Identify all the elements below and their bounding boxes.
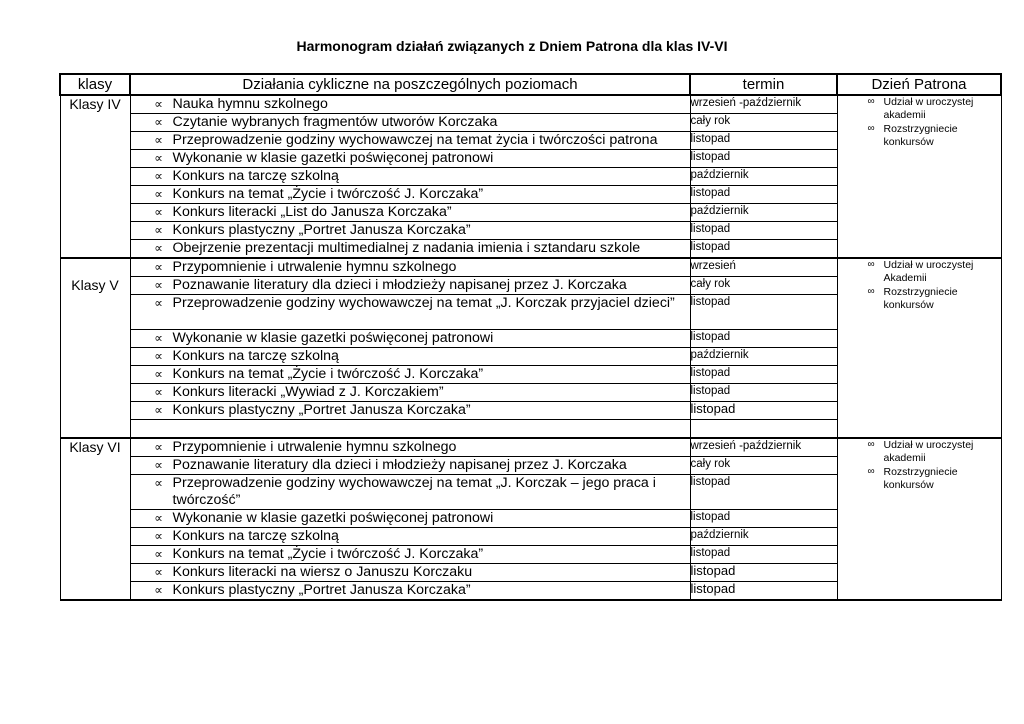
activity-cell [130,258,690,277]
schedule-table [59,73,1002,601]
header-klasy: klasy [60,74,130,95]
bullet-icon: ∝ [154,278,163,292]
activity-text: Przypomnienie i utrwalenie hymnu szkolnego [172,259,457,275]
activity-cell [130,348,690,366]
activity-text: Obejrzenie prezentacji multimedialnej z nadania imienia i sztandaru szkole [172,240,641,256]
activity-cell [130,222,690,240]
activity-cell [130,546,690,564]
activity-cell [130,475,690,510]
term-cell: listopad [690,384,837,402]
class-level-cell: Klasy IV [60,95,130,258]
term-cell: październik [690,348,837,366]
patron-day-item [838,439,1001,464]
term-cell: cały rok [690,457,837,475]
activity-cell [130,186,690,204]
bullet-icon: ∝ [154,187,163,201]
bullet-icon: ∝ [154,115,163,129]
term-cell: listopad [690,564,837,582]
class-level-cell: Klasy VI [60,438,130,600]
bullet-icon: ∝ [154,367,163,381]
term-cell: wrzesień -październik [690,95,837,114]
patron-day-cell [837,95,1001,258]
term-cell: listopad [690,240,837,259]
term-cell: listopad [690,222,837,240]
term-cell: październik [690,528,837,546]
activity-text: Przeprowadzenie godziny wychowawczej na temat „J. Korczak przyjaciel dzieci” [172,295,675,311]
activity-cell [130,438,690,457]
table-row [60,438,1001,457]
activity-text: Poznawanie literatury dla dzieci i młodzieży napisanej przez J. Korczaka [172,277,627,293]
patron-day-item [838,123,1001,148]
bullet-icon: ∝ [154,440,163,454]
bullet-icon: ∝ [154,205,163,219]
activity-cell [130,402,690,420]
activity-text: Nauka hymnu szkolnego [172,96,328,112]
bullet-icon: ∝ [154,458,163,472]
activity-cell [130,384,690,402]
bullet-icon: ∝ [154,565,163,579]
bullet-icon: ∝ [154,547,163,561]
term-cell: cały rok [690,114,837,132]
activity-cell [130,95,690,114]
term-cell: cały rok [690,277,837,295]
bullet-icon: ∝ [154,511,163,525]
header-dzien-patrona: Dzień Patrona [837,74,1001,95]
activity-text: Konkurs plastyczny „Portret Janusza Korczaka” [172,402,471,418]
activity-cell [130,204,690,222]
term-cell: październik [690,168,837,186]
activity-text: Wykonanie w klasie gazetki poświęconej patronowi [172,330,494,346]
activity-cell [130,582,690,601]
infinity-icon: ∞ [867,259,875,270]
activity-cell [130,457,690,475]
term-cell: październik [690,204,837,222]
term-cell: listopad [690,366,837,384]
bullet-icon: ∝ [154,223,163,237]
activity-text: Konkurs na tarczę szkolną [172,528,339,544]
activity-cell [130,132,690,150]
patron-day-text: Rozstrzygniecie konkursów [883,123,958,148]
activity-text: Przeprowadzenie godziny wychowawczej na temat życia i twórczości patrona [172,132,658,148]
patron-day-text: Udział w uroczystej akademii [883,439,974,464]
table-row [60,258,1001,277]
activity-cell [130,277,690,295]
activity-text: Konkurs na tarczę szkolną [172,168,339,184]
bullet-icon: ∝ [154,385,163,399]
infinity-icon: ∞ [867,123,875,134]
class-level-cell: Klasy V [60,258,130,438]
bullet-icon: ∝ [154,260,163,274]
activity-text: Poznawanie literatury dla dzieci i młodzieży napisanej przez J. Korczaka [172,457,627,473]
document-title: Harmonogram działań związanych z Dniem Patrona dla klas IV-VI [296,38,728,54]
activity-text: Konkurs plastyczny „Portret Janusza Korczaka” [172,222,471,238]
infinity-icon: ∞ [867,286,875,297]
header-row [60,74,1001,95]
bullet-icon: ∝ [154,241,163,255]
bullet-icon: ∝ [154,476,163,490]
patron-day-cell [837,258,1001,438]
empty-cell [690,420,837,439]
bullet-icon: ∝ [154,331,163,345]
patron-day-text: Udział w uroczystej Akademii [883,259,974,284]
activity-cell [130,114,690,132]
infinity-icon: ∞ [867,439,875,450]
activity-cell [130,168,690,186]
term-cell: listopad [690,186,837,204]
activity-cell [130,240,690,259]
term-cell: listopad [690,582,837,601]
header-termin: termin [690,74,837,95]
term-cell: listopad [690,546,837,564]
patron-day-text: Rozstrzygniecie konkursów [883,466,958,491]
bullet-icon: ∝ [154,133,163,147]
term-cell: listopad [690,330,837,348]
term-cell: listopad [690,150,837,168]
activity-cell [130,295,690,330]
activity-text: Przeprowadzenie godziny wychowawczej na temat „J. Korczak – jego praca i twórczość” [172,475,656,508]
term-cell: wrzesień [690,258,837,277]
activity-text: Konkurs literacki „Wywiad z J. Korczakiem” [172,384,444,400]
term-cell: listopad [690,295,837,330]
term-cell: listopad [690,475,837,510]
bullet-icon: ∝ [154,169,163,183]
patron-day-item [838,96,1001,121]
patron-day-item [838,466,1001,491]
bullet-icon: ∝ [154,349,163,363]
activity-cell [130,150,690,168]
patron-day-item [838,286,1001,311]
infinity-icon: ∞ [867,96,875,107]
bullet-icon: ∝ [154,151,163,165]
empty-cell [130,420,690,439]
bullet-icon: ∝ [154,296,163,310]
activity-cell [130,330,690,348]
header-dzialania: Działania cykliczne na poszczególnych poziomach [130,74,690,95]
patron-day-text: Rozstrzygniecie konkursów [883,286,958,311]
activity-cell [130,366,690,384]
term-cell: listopad [690,132,837,150]
term-cell: wrzesień -październik [690,438,837,457]
activity-text: Konkurs na tarczę szkolną [172,348,339,364]
patron-day-item [838,259,1001,284]
bullet-icon: ∝ [154,583,163,597]
activity-text: Konkurs plastyczny „Portret Janusza Korczaka” [172,582,471,598]
table-row [60,95,1001,114]
activity-text: Konkurs literacki „List do Janusza Korczaka” [172,204,452,220]
activity-text: Czytanie wybranych fragmentów utworów Korczaka [172,114,498,130]
activity-text: Konkurs na temat „Życie i twórczość J. Korczaka” [172,186,484,202]
patron-day-text: Udział w uroczystej akademii [883,96,974,121]
activity-cell [130,528,690,546]
bullet-icon: ∝ [154,97,163,111]
bullet-icon: ∝ [154,529,163,543]
schedule-body [60,95,1001,600]
activity-text: Wykonanie w klasie gazetki poświęconej patronowi [172,150,494,166]
activity-text: Przypomnienie i utrwalenie hymnu szkolnego [172,439,457,455]
activity-cell [130,510,690,528]
infinity-icon: ∞ [867,466,875,477]
activity-text: Konkurs na temat „Życie i twórczość J. Korczaka” [172,366,484,382]
activity-text: Wykonanie w klasie gazetki poświęconej patronowi [172,510,494,526]
activity-text: Konkurs na temat „Życie i twórczość J. Korczaka” [172,546,484,562]
term-cell: listopad [690,510,837,528]
activity-cell [130,564,690,582]
patron-day-cell [837,438,1001,600]
activity-text: Konkurs literacki na wiersz o Januszu Korczaku [172,564,473,580]
bullet-icon: ∝ [154,403,163,417]
term-cell: listopad [690,402,837,420]
